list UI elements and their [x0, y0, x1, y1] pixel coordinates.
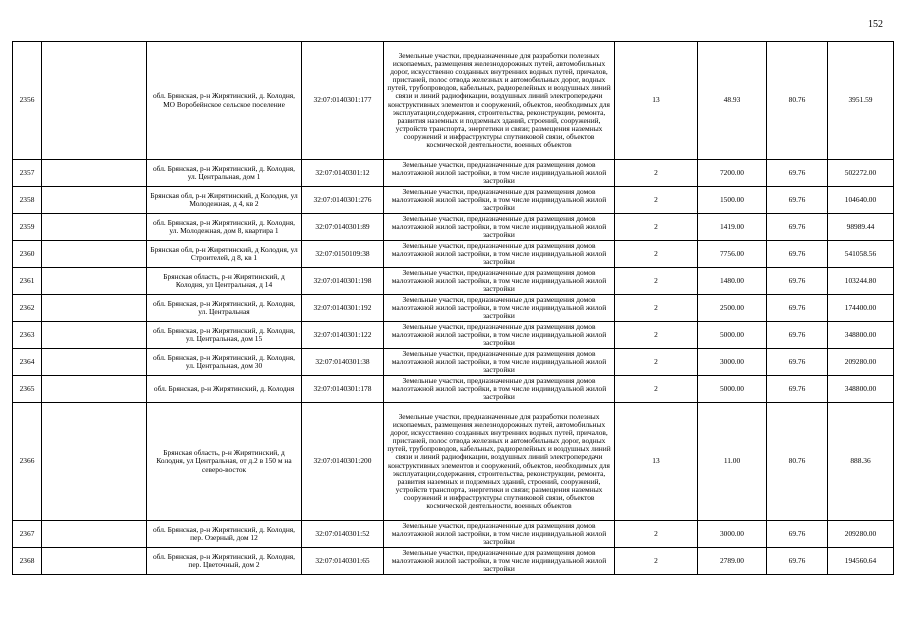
- row-number: 2368: [13, 548, 42, 575]
- rate-cell: 69.76: [767, 214, 828, 241]
- area-cell: 3000.00: [698, 521, 767, 548]
- land-use-cell: Земельные участки, предназначенные для размещения домов малоэтажной жилой застройки, в том числе индивидуальной жилой застройки: [384, 295, 615, 322]
- address-cell: обл. Брянская, р-н Жирятинский, д. Колодня, ул. Молодежная, дом 8, квартира 1: [147, 214, 302, 241]
- cadastral-number-cell: 32:07:0140301:178: [302, 376, 384, 403]
- rate-cell: 69.76: [767, 376, 828, 403]
- empty-cell: [42, 548, 147, 575]
- empty-cell: [42, 160, 147, 187]
- table-row: [13, 403, 894, 521]
- address-cell: обл. Брянская, р-н Жирятинский, д. Колодня, ул. Центральная, дом 30: [147, 349, 302, 376]
- empty-cell: [42, 268, 147, 295]
- cadastral-value-cell: 502272.00: [828, 160, 894, 187]
- table-row: [13, 160, 894, 187]
- rate-cell: 69.76: [767, 187, 828, 214]
- address-cell: обл. Брянская, р-н Жирятинский, д. Колодня, ул. Центральная, дом 15: [147, 322, 302, 349]
- land-use-cell: Земельные участки, предназначенные для размещения домов малоэтажной жилой застройки, в том числе индивидуальной жилой застройки: [384, 322, 615, 349]
- cadastral-number-cell: 32:07:0140301:122: [302, 322, 384, 349]
- row-number: 2364: [13, 349, 42, 376]
- table-row: [13, 42, 894, 160]
- address-cell: Брянская область, р-н Жирятинский, д Колодня, ул Центральная, от д.2 в 150 м на северо-восток: [147, 403, 302, 521]
- area-cell: 1480.00: [698, 268, 767, 295]
- rate-cell: 69.76: [767, 521, 828, 548]
- empty-cell: [42, 376, 147, 403]
- row-number: 2366: [13, 403, 42, 521]
- empty-cell: [42, 295, 147, 322]
- empty-cell: [42, 322, 147, 349]
- area-cell: 48.93: [698, 42, 767, 160]
- cadastral-number-cell: 32:07:0140301:52: [302, 521, 384, 548]
- land-use-cell: Земельные участки, предназначенные для размещения домов малоэтажной жилой застройки, в том числе индивидуальной жилой застройки: [384, 241, 615, 268]
- rate-cell: 69.76: [767, 295, 828, 322]
- rate-cell: 69.76: [767, 548, 828, 575]
- use-code-cell: 2: [615, 322, 698, 349]
- cadastral-value-cell: 3951.59: [828, 42, 894, 160]
- empty-cell: [42, 42, 147, 160]
- cadastral-value-cell: 348800.00: [828, 322, 894, 349]
- land-use-cell: Земельные участки, предназначенные для разработки полезных ископаемых, размещения железнодорожных путей, автомобильных дорог, искусственно созданных внутренних водных путей, причалов, пристаней, полос отвода железных и автомобильных дорог, водных путей, трубопроводов, кабельных, радиорелейных и воздушных линий связи и линий радиофикации, воздушных линий электропередачи конструктивных элементов и сооружений, объектов, необходимых для эксплуатации,содержания, строительства, реконструкции, ремонта, развития наземных и подземных зданий, строений, сооружений, устройств транспорта, энергетики и связи; размещения наземных сооружений и инфраструктуры спутниковой связи, объектов космической деятельности, военных объектов: [384, 42, 615, 160]
- area-cell: 3000.00: [698, 349, 767, 376]
- cadastral-number-cell: 32:07:0150109:38: [302, 241, 384, 268]
- land-use-cell: Земельные участки, предназначенные для размещения домов малоэтажной жилой застройки, в том числе индивидуальной жилой застройки: [384, 187, 615, 214]
- land-use-cell: Земельные участки, предназначенные для размещения домов малоэтажной жилой застройки, в том числе индивидуальной жилой застройки: [384, 521, 615, 548]
- table-row: [13, 349, 894, 376]
- area-cell: 7756.00: [698, 241, 767, 268]
- area-cell: 11.00: [698, 403, 767, 521]
- use-code-cell: 13: [615, 403, 698, 521]
- land-register-table: [12, 41, 894, 575]
- area-cell: 5000.00: [698, 322, 767, 349]
- use-code-cell: 2: [615, 268, 698, 295]
- use-code-cell: 2: [615, 349, 698, 376]
- use-code-cell: 2: [615, 214, 698, 241]
- empty-cell: [42, 241, 147, 268]
- cadastral-value-cell: 103244.80: [828, 268, 894, 295]
- table-row: [13, 295, 894, 322]
- row-number: 2363: [13, 322, 42, 349]
- use-code-cell: 13: [615, 42, 698, 160]
- rate-cell: 80.76: [767, 403, 828, 521]
- empty-cell: [42, 214, 147, 241]
- cadastral-number-cell: 32:07:0140301:192: [302, 295, 384, 322]
- land-use-cell: Земельные участки, предназначенные для размещения домов малоэтажной жилой застройки, в том числе индивидуальной жилой застройки: [384, 268, 615, 295]
- use-code-cell: 2: [615, 548, 698, 575]
- table-row: [13, 241, 894, 268]
- empty-cell: [42, 187, 147, 214]
- land-use-cell: Земельные участки, предназначенные для размещения домов малоэтажной жилой застройки, в том числе индивидуальной жилой застройки: [384, 548, 615, 575]
- address-cell: обл. Брянская, р-н Жирятинский, д. Колодня, пер. Озерный, дом 12: [147, 521, 302, 548]
- table-row: [13, 376, 894, 403]
- address-cell: обл. Брянская, р-н Жирятинский, д. Колодня, МО Воробейнское сельское поселение: [147, 42, 302, 160]
- row-number: 2365: [13, 376, 42, 403]
- table-row: [13, 322, 894, 349]
- use-code-cell: 2: [615, 160, 698, 187]
- cadastral-number-cell: 32:07:0140301:177: [302, 42, 384, 160]
- area-cell: 7200.00: [698, 160, 767, 187]
- address-cell: обл. Брянская, р-н Жирятинский, д. Колодня: [147, 376, 302, 403]
- address-cell: Брянская обл, р-н Жирятинский, д Колодня, ул Молодежная, д 4, кв 2: [147, 187, 302, 214]
- cadastral-value-cell: 104640.00: [828, 187, 894, 214]
- cadastral-value-cell: 348800.00: [828, 376, 894, 403]
- rate-cell: 69.76: [767, 160, 828, 187]
- rate-cell: 69.76: [767, 268, 828, 295]
- cadastral-number-cell: 32:07:0140301:38: [302, 349, 384, 376]
- address-cell: Брянская обл, р-н Жирятинский, д Колодня, ул Строителей, д 8, кв 1: [147, 241, 302, 268]
- row-number: 2357: [13, 160, 42, 187]
- table-row: [13, 268, 894, 295]
- use-code-cell: 2: [615, 521, 698, 548]
- area-cell: 2500.00: [698, 295, 767, 322]
- rate-cell: 69.76: [767, 349, 828, 376]
- land-use-cell: Земельные участки, предназначенные для размещения домов малоэтажной жилой застройки, в том числе индивидуальной жилой застройки: [384, 376, 615, 403]
- page-number: 152: [868, 19, 883, 30]
- cadastral-value-cell: 541058.56: [828, 241, 894, 268]
- address-cell: обл. Брянская, р-н Жирятинский, д. Колодня, ул. Центральная, дом 1: [147, 160, 302, 187]
- rate-cell: 69.76: [767, 241, 828, 268]
- cadastral-value-cell: 209280.00: [828, 521, 894, 548]
- row-number: 2362: [13, 295, 42, 322]
- empty-cell: [42, 349, 147, 376]
- empty-cell: [42, 403, 147, 521]
- cadastral-number-cell: 32:07:0140301:276: [302, 187, 384, 214]
- row-number: 2361: [13, 268, 42, 295]
- cadastral-value-cell: 194560.64: [828, 548, 894, 575]
- area-cell: 1500.00: [698, 187, 767, 214]
- land-use-cell: Земельные участки, предназначенные для размещения домов малоэтажной жилой застройки, в том числе индивидуальной жилой застройки: [384, 160, 615, 187]
- area-cell: 2789.00: [698, 548, 767, 575]
- land-use-cell: Земельные участки, предназначенные для разработки полезных ископаемых, размещения железнодорожных путей, автомобильных дорог, искусственно созданных внутренних водных путей, причалов, пристаней, полос отвода железных и автомобильных дорог, водных путей, трубопроводов, кабельных, радиорелейных и воздушных линий связи и линий радиофикации, воздушных линий электропередачи конструктивных элементов и сооружений, объектов, необходимых для эксплуатации,содержания, строительства, реконструкции, ремонта, развития наземных и подземных зданий, строений, сооружений, устройств транспорта, энергетики и связи; размещения наземных сооружений и инфраструктуры спутниковой связи, объектов космической деятельности, военных объектов: [384, 403, 615, 521]
- cadastral-value-cell: 209280.00: [828, 349, 894, 376]
- row-number: 2360: [13, 241, 42, 268]
- use-code-cell: 2: [615, 295, 698, 322]
- cadastral-number-cell: 32:07:0140301:89: [302, 214, 384, 241]
- cadastral-number-cell: 32:07:0140301:198: [302, 268, 384, 295]
- table-row: [13, 521, 894, 548]
- address-cell: обл. Брянская, р-н Жирятинский, д. Колодня, пер. Цветочный, дом 2: [147, 548, 302, 575]
- area-cell: 1419.00: [698, 214, 767, 241]
- empty-cell: [42, 521, 147, 548]
- cadastral-number-cell: 32:07:0140301:200: [302, 403, 384, 521]
- land-use-cell: Земельные участки, предназначенные для размещения домов малоэтажной жилой застройки, в том числе индивидуальной жилой застройки: [384, 349, 615, 376]
- table-row: [13, 187, 894, 214]
- address-cell: обл. Брянская, р-н Жирятинский, д. Колодня, ул. Центральная: [147, 295, 302, 322]
- cadastral-value-cell: 98989.44: [828, 214, 894, 241]
- use-code-cell: 2: [615, 376, 698, 403]
- cadastral-value-cell: 888.36: [828, 403, 894, 521]
- rate-cell: 80.76: [767, 42, 828, 160]
- row-number: 2367: [13, 521, 42, 548]
- rate-cell: 69.76: [767, 322, 828, 349]
- row-number: 2359: [13, 214, 42, 241]
- cadastral-number-cell: 32:07:0140301:12: [302, 160, 384, 187]
- area-cell: 5000.00: [698, 376, 767, 403]
- use-code-cell: 2: [615, 241, 698, 268]
- use-code-cell: 2: [615, 187, 698, 214]
- cadastral-number-cell: 32:07:0140301:65: [302, 548, 384, 575]
- row-number: 2358: [13, 187, 42, 214]
- cadastral-value-cell: 174400.00: [828, 295, 894, 322]
- land-use-cell: Земельные участки, предназначенные для размещения домов малоэтажной жилой застройки, в том числе индивидуальной жилой застройки: [384, 214, 615, 241]
- row-number: 2356: [13, 42, 42, 160]
- table-row: [13, 548, 894, 575]
- table-row: [13, 214, 894, 241]
- address-cell: Брянская область, р-н Жирятинский, д Колодня, ул Центральная, д 14: [147, 268, 302, 295]
